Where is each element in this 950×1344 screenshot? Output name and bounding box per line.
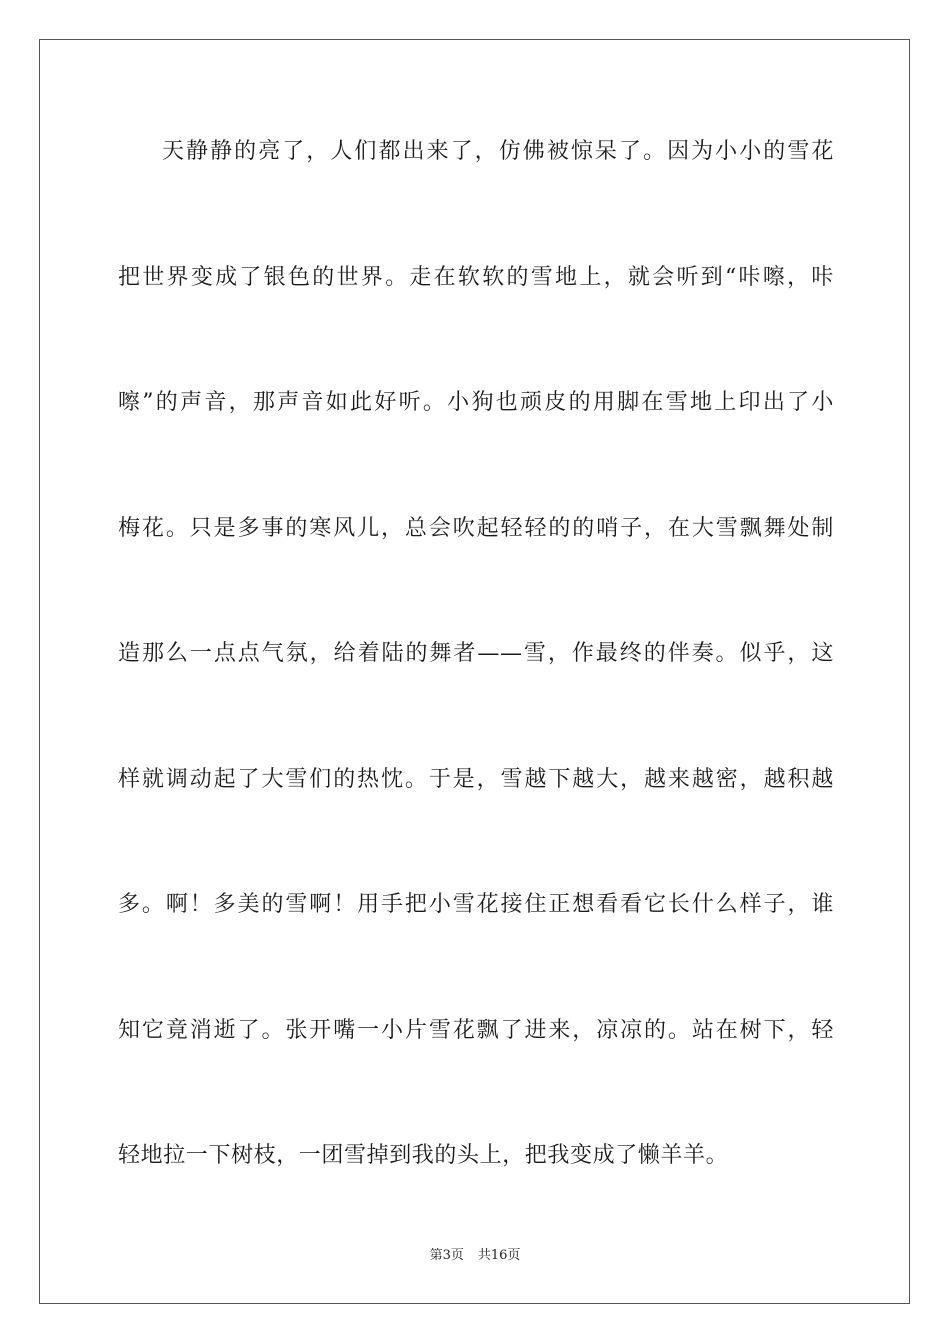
text-line: 样就调动起了大雪们的热忱。于是，雪越下越大，越来越密，越积越 bbox=[118, 766, 834, 792]
page-number: 第3页 bbox=[429, 1248, 464, 1263]
text-line: 把世界变成了银色的世界。走在软软的雪地上，就会听到“咔嚓，咔 bbox=[118, 264, 834, 290]
text-line: 天静静的亮了，人们都出来了，仿佛被惊呆了。因为小小的雪花 bbox=[162, 139, 834, 164]
text-line: 造那么一点点气氛，给着陆的舞者——雪，作最终的伴奏。似乎，这 bbox=[118, 641, 834, 666]
text-line: 轻地拉一下树枝，一团雪掉到我的头上，把我变成了懒羊羊。 bbox=[118, 1143, 729, 1168]
text-line: 多。啊！多美的雪啊！用手把小雪花接住正想看看它长什么样子，谁 bbox=[118, 892, 834, 917]
essay-body bbox=[118, 127, 834, 1257]
page-total: 共16页 bbox=[477, 1248, 521, 1263]
text-line: 嚓”的声音，那声音如此好听。小狗也顽皮的用脚在雪地上印出了小 bbox=[118, 390, 834, 415]
text-line: 知它竟消逝了。张开嘴一小片雪花飘了进来，凉凉的。站在树下，轻 bbox=[118, 1017, 834, 1043]
text-line: 梅花。只是多事的寒风儿，总会吹起轻轻的的哨子，在大雪飘舞处制 bbox=[118, 515, 834, 541]
page-footer bbox=[0, 1247, 950, 1265]
